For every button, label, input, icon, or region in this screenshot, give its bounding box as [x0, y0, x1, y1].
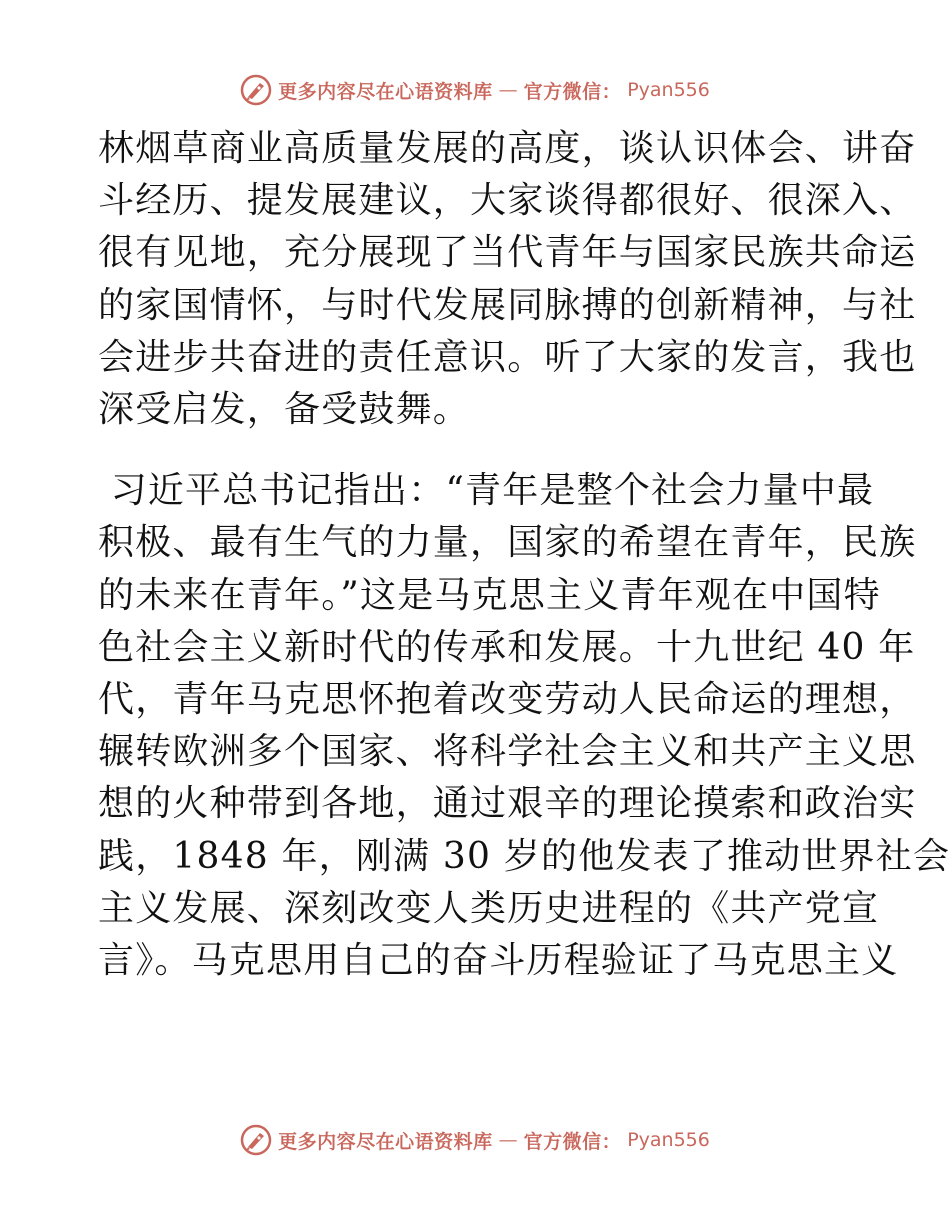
text-line: 斗经历、提发展建议，大家谈得都很好、很深入、	[98, 180, 917, 222]
text-line: 言》。马克思用自己的奋斗历程验证了马克思主义	[98, 940, 899, 982]
text-line: 的未来在青年。”这是马克思主义青年观在中国特	[98, 574, 881, 616]
text-line: 践，1848 年，刚满 30 岁的他发表了推动世界社会	[98, 835, 950, 877]
text-line: 辗转欧洲多个国家、将科学社会主义和共产主义思	[98, 731, 917, 773]
text-line: 林烟草商业高质量发展的高度，谈认识体会、讲奋	[98, 128, 917, 169]
document-body	[98, 123, 950, 987]
header-wechat-id: Pyan556	[627, 79, 710, 101]
header-brand-text: 更多内容尽在心语资料库	[278, 80, 493, 103]
paragraph-2	[98, 465, 950, 987]
text-line: 代，青年马克思怀抱着改变劳动人民命运的理想，	[98, 679, 917, 721]
text-line: 很有见地，充分展现了当代青年与国家民族共命运	[98, 232, 917, 274]
text-line: 主义发展、深刻改变人类历史进程的《共产党宣	[98, 887, 880, 929]
paragraph-1	[98, 123, 917, 436]
pen-nib-logo-icon	[240, 74, 272, 106]
text-line: 的家国情怀，与时代发展同脉搏的创新精神，与社	[98, 284, 917, 326]
header-wechat-label: 官方微信：	[523, 80, 622, 103]
footer-separator: —	[498, 1129, 518, 1151]
footer-banner	[0, 1120, 950, 1160]
text-line: 积极、最有生气的力量，国家的希望在青年，民族	[98, 522, 917, 564]
header-banner	[0, 70, 950, 110]
text-line: 深受启发，备受鼓舞。	[98, 389, 471, 431]
text-line: 想的火种带到各地，通过艰辛的理论摸索和政治实	[98, 783, 917, 825]
text-line: 会进步共奋进的责任意识。听了大家的发言，我也	[98, 336, 917, 378]
footer-wechat-id: Pyan556	[627, 1129, 710, 1151]
pen-nib-logo-icon	[240, 1124, 272, 1156]
text-line: 色社会主义新时代的传承和发展。十九世纪 40 年	[98, 626, 916, 668]
footer-wechat-label: 官方微信：	[523, 1130, 622, 1153]
header-separator: —	[498, 79, 518, 101]
footer-brand-text: 更多内容尽在心语资料库	[278, 1130, 493, 1153]
text-line: 习近平总书记指出：“青年是整个社会力量中最	[98, 470, 875, 512]
